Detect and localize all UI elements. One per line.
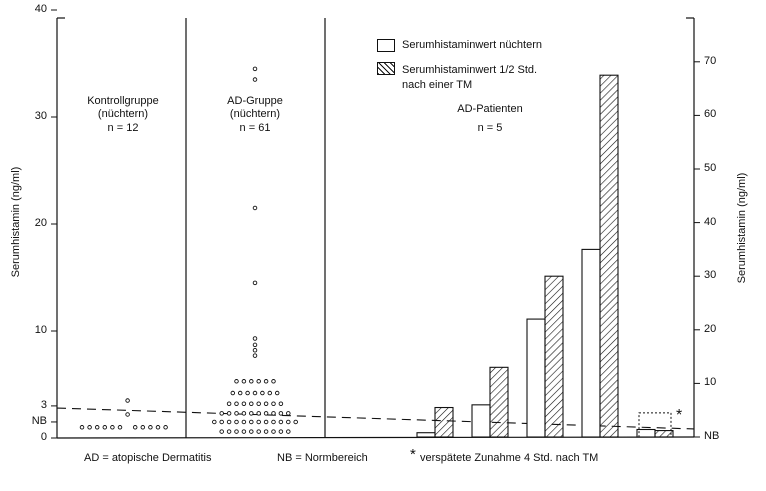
y-right-tick-30: 30	[704, 269, 717, 282]
ad-group-dot-45	[257, 420, 261, 424]
ad-group-dot-35	[264, 412, 268, 416]
ad-group-dot-12	[264, 379, 268, 383]
control-dot-5	[118, 426, 122, 430]
ad-group-dot-23	[242, 402, 246, 406]
ad-group-dot-36	[272, 412, 276, 416]
bar-hatched-1	[435, 408, 453, 437]
y-right-tick-20: 20	[704, 322, 717, 335]
ad-group-dot-53	[235, 430, 239, 434]
ad-group-dot-46	[264, 420, 268, 424]
ad-group-dot-20	[275, 391, 279, 395]
ad-group-dot-56	[257, 430, 261, 434]
y-left-extra-tick-1: NB	[31, 414, 47, 427]
ad-group-dot-42	[235, 420, 239, 424]
y-left-extra-tick-0: 3	[40, 398, 47, 411]
y-right-tick-70: 70	[704, 54, 717, 67]
y-left-tick-10: 10	[34, 324, 47, 336]
ad-group-dot-47	[272, 420, 276, 424]
ad-group-dot-58	[272, 430, 276, 434]
delayed-star-marker: *	[676, 407, 683, 424]
legend-swatch-hatched	[377, 62, 395, 75]
y-right-tick-40: 40	[704, 215, 717, 228]
ad-group-dot-37	[279, 412, 283, 416]
control-dot-10	[149, 426, 153, 430]
legend-label-open: Serumhistaminwert nüchtern	[402, 39, 543, 51]
footnote-nb: NB = Normbereich	[277, 452, 368, 464]
control-dot-4	[111, 426, 115, 430]
control-dot-3	[103, 426, 107, 430]
y-right-extra-tick-0: NB	[704, 430, 720, 442]
ad-group-dot-59	[279, 430, 283, 434]
panel3-n: n = 5	[477, 122, 503, 134]
ad-group-dot-51	[220, 430, 224, 434]
control-dot-1	[88, 426, 92, 430]
ad-group-dot-8	[235, 379, 239, 383]
ad-group-dot-16	[246, 391, 250, 395]
ad-group-dot-5	[253, 343, 257, 347]
control-dot-12	[164, 426, 168, 430]
bar-open-1	[417, 433, 435, 437]
ad-group-dot-14	[231, 391, 235, 395]
ad-group-dot-3	[253, 281, 257, 285]
ad-group-dot-27	[272, 402, 276, 406]
ad-group-dot-17	[253, 391, 257, 395]
bar-hatched-5	[655, 431, 673, 437]
ad-group-dot-39	[213, 420, 217, 424]
ad-group-dot-22	[235, 402, 239, 406]
y-axis-left-label: Serumhistamin (ng/ml)	[10, 166, 22, 278]
ad-group-dot-28	[279, 402, 283, 406]
ad-group-dot-60	[287, 430, 291, 434]
ad-group-dot-10	[250, 379, 254, 383]
ad-group-dot-13	[272, 379, 276, 383]
y-left-tick-20: 20	[34, 217, 47, 229]
ad-group-dot-57	[264, 430, 268, 434]
y-right-tick-60: 60	[704, 108, 717, 121]
y-left-tick-40: 40	[34, 3, 47, 15]
control-dot-7	[126, 413, 130, 417]
footnote-star: *	[410, 446, 416, 463]
ad-group-dot-31	[235, 412, 239, 416]
ad-group-dot-7	[253, 354, 257, 358]
ad-group-dot-26	[264, 402, 268, 406]
ad-group-dot-15	[238, 391, 242, 395]
ad-group-dot-50	[294, 420, 298, 424]
ad-group-dot-30	[227, 412, 231, 416]
ad-group-dot-41	[227, 420, 231, 424]
ad-group-dot-43	[242, 420, 246, 424]
bar-open-4	[582, 249, 600, 437]
bar-open-5	[637, 429, 655, 437]
control-dot-0	[80, 426, 84, 430]
legend-swatch-open	[377, 39, 395, 52]
ad-group-dot-24	[250, 402, 254, 406]
panel1-subtitle: (nüchtern)	[97, 108, 149, 120]
y-left-tick-30: 30	[34, 110, 47, 122]
control-dot-11	[156, 426, 160, 430]
y-axis-right-label: Serumhistamin (ng/ml)	[736, 172, 748, 284]
bar-hatched-2	[490, 367, 508, 437]
ad-group-dot-4	[253, 337, 257, 341]
ad-group-dot-2	[253, 206, 257, 210]
y-left-tick-0: 0	[40, 431, 47, 443]
control-dot-6	[126, 399, 130, 403]
ad-group-dot-29	[220, 412, 224, 416]
ad-group-dot-25	[257, 402, 261, 406]
chart-marks	[80, 67, 673, 437]
control-dot-9	[141, 426, 145, 430]
ad-group-dot-40	[220, 420, 224, 424]
ad-group-dot-11	[257, 379, 261, 383]
ad-group-dot-19	[268, 391, 272, 395]
bar-open-2	[472, 405, 490, 437]
panel1-n: n = 12	[107, 122, 139, 134]
y-right-tick-10: 10	[704, 376, 717, 389]
panel2-n: n = 61	[239, 122, 271, 134]
bar-open-3	[527, 319, 545, 437]
ad-group-dot-6	[253, 348, 257, 352]
ad-group-dot-33	[250, 412, 254, 416]
panel2-title: AD-Gruppe	[227, 95, 283, 107]
ad-group-dot-18	[261, 391, 265, 395]
ad-group-dot-32	[242, 412, 246, 416]
ad-group-dot-49	[287, 420, 291, 424]
panel2-subtitle: (nüchtern)	[229, 108, 281, 120]
footnote-ad: AD = atopische Dermatitis	[84, 452, 212, 464]
ad-group-dot-38	[287, 412, 291, 416]
bar-hatched-4	[600, 75, 618, 437]
ad-group-dot-55	[250, 430, 254, 434]
ad-group-dot-34	[257, 412, 261, 416]
legend-label-hatched-line1: Serumhistaminwert 1/2 Std.	[402, 64, 538, 76]
y-right-tick-50: 50	[704, 162, 717, 174]
ad-group-dot-1	[253, 78, 257, 82]
bar-hatched-3	[545, 276, 563, 437]
panel3-title: AD-Patienten	[457, 103, 523, 115]
ad-group-dot-52	[227, 430, 231, 434]
panel1-title: Kontrollgruppe	[87, 95, 159, 107]
ad-group-dot-44	[250, 420, 254, 424]
control-dot-2	[95, 426, 99, 430]
ad-group-dot-21	[227, 402, 231, 406]
legend-label-hatched-line2: nach einer TM	[402, 79, 473, 91]
ad-group-dot-48	[279, 420, 283, 424]
ad-group-dot-9	[242, 379, 246, 383]
ad-group-dot-54	[242, 430, 246, 434]
control-dot-8	[133, 426, 137, 430]
ad-group-dot-0	[253, 67, 257, 71]
footnote-delayed: verspätete Zunahme 4 Std. nach TM	[420, 452, 599, 464]
